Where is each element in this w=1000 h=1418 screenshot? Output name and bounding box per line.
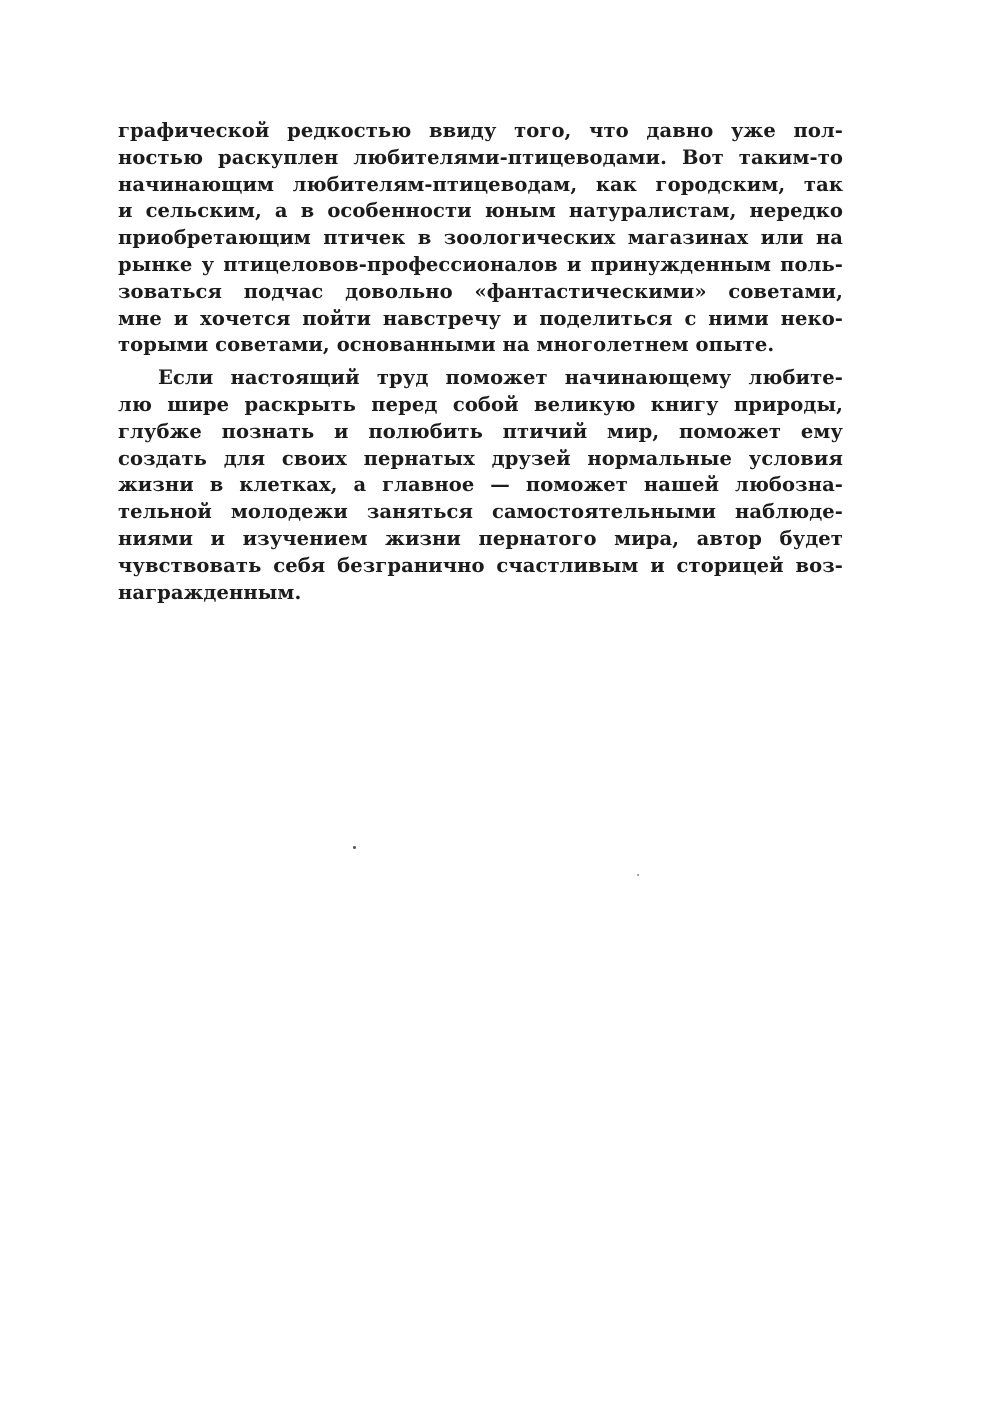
text-line: Если настоящий труд поможет начинающему любите-	[158, 366, 843, 390]
text-line: торыми советами, основанными на многолетнем опыте.	[118, 333, 775, 357]
text-line: мне и хочется пойти навстречу и поделиться с ними неко-	[118, 306, 843, 330]
text-line: графической редкостью ввиду того, что давно уже пол-	[118, 119, 843, 142]
text-line: создать для своих пернатых друзей нормальные условия	[118, 446, 843, 470]
text-line: приобретающим птичек в зоологических магазинах или на	[118, 226, 843, 250]
text-line: жизни в клетках, а главное — поможет нашей любозна-	[118, 473, 843, 497]
text-line: глубже познать и полюбить птичий мир, поможет ему	[118, 419, 843, 443]
text-line: начинающим любителям-птицеводам, как городским, так	[118, 172, 843, 196]
text-line: ностью раскуплен любителями-птицеводами. Вот таким-то	[118, 145, 843, 169]
text-line: зоваться подчас довольно «фантастическими» советами,	[118, 279, 843, 303]
text-line: чувствовать себя безгранично счастливым и сторицей воз-	[118, 553, 843, 577]
text-line: лю шире раскрыть перед собой великую книгу природы,	[118, 392, 843, 416]
text-line: и сельским, а в особенности юным натуралистам, нередко	[118, 199, 843, 223]
text-line: награжденным.	[118, 580, 302, 604]
scan-speck	[637, 874, 639, 876]
paragraph-1	[118, 118, 843, 359]
text-line: ниями и изучением жизни пернатого мира, автор будет	[118, 526, 843, 550]
text-line: тельной молодежи заняться самостоятельными наблюде-	[118, 500, 843, 524]
paragraph-2	[118, 365, 843, 606]
text-line: рынке у птицеловов-профессионалов и принужденным поль-	[118, 252, 843, 276]
text-block	[118, 118, 843, 606]
scan-speck	[353, 846, 356, 849]
